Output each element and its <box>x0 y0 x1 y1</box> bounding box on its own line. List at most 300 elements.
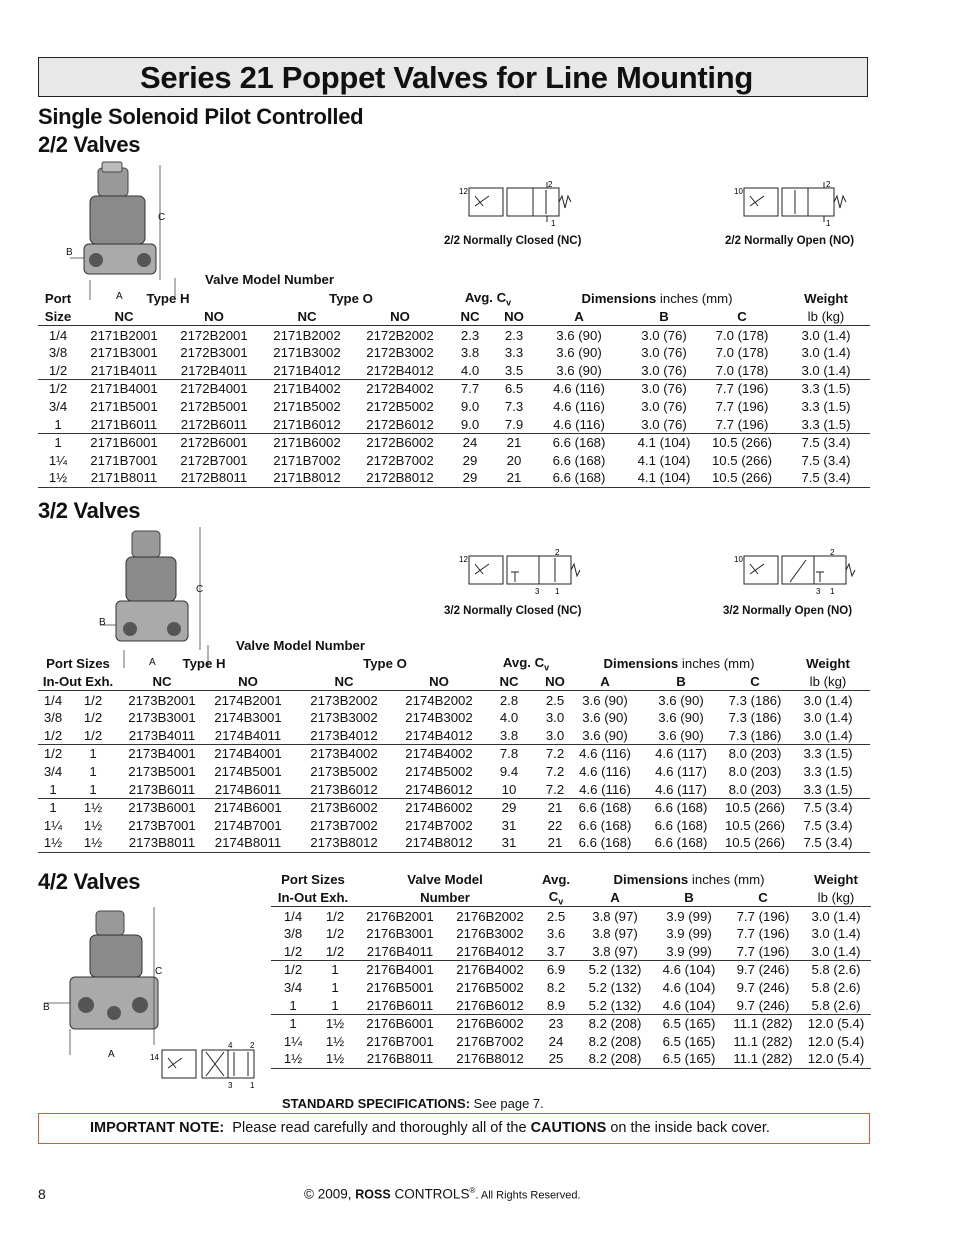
table-row <box>271 942 871 960</box>
table-header-row <box>271 889 871 907</box>
table-cell: 2.5 <box>546 908 566 924</box>
table-cell: 29 <box>444 469 496 487</box>
dim-label-b: B <box>66 247 73 258</box>
table-cell: 7.7 (196) <box>736 926 790 942</box>
table-cell: 2171B7002 <box>273 452 341 468</box>
table-cell: 2176B7002 <box>456 1033 524 1049</box>
table-cell: 4.0 <box>460 362 480 378</box>
table-cell: 2176B2002 <box>456 908 524 924</box>
table-cell: 1½ <box>315 1050 355 1068</box>
col-header: Type O <box>363 656 407 672</box>
table-cell: 12.0 (5.4) <box>801 1050 871 1068</box>
table-cell: 7.5 (3.4) <box>786 834 870 852</box>
col-header: Dimensions inches (mm) <box>613 872 765 888</box>
table-cell: 2171B3002 <box>273 345 341 361</box>
table-cell: 8.2 (208) <box>577 1014 653 1032</box>
table-cell: 8.9 <box>546 997 566 1013</box>
table-cell: 1½ <box>271 1050 315 1068</box>
table-cell: 3.9 (99) <box>666 926 712 942</box>
table-cell: 2172B3001 <box>180 345 248 361</box>
important-note-label: IMPORTANT NOTE: <box>90 1120 225 1136</box>
table-cell: 21 <box>496 433 532 451</box>
symbol-3-2-no <box>730 548 860 596</box>
table-cell: 1 <box>89 763 97 779</box>
table-cell: 2174B6012 <box>405 781 473 797</box>
col-header: A <box>577 889 653 907</box>
table-cell: 2174B6001 <box>206 798 290 816</box>
port-label: 10 <box>734 555 743 564</box>
port-label: 3 <box>228 1081 233 1090</box>
table-cell: 7.0 (178) <box>715 345 769 361</box>
port-label: 10 <box>734 187 743 196</box>
table-cell: 7.9 <box>504 416 524 432</box>
table-cell: 7.5 (3.4) <box>782 433 870 451</box>
table-cell: 3/8 <box>283 926 303 942</box>
col-header: Weight <box>804 291 848 307</box>
table-row <box>271 1032 871 1050</box>
table-cell: 2174B5001 <box>214 763 282 779</box>
table-row <box>38 745 870 763</box>
table-cell: 29 <box>462 452 478 468</box>
table-cell: 2.5 <box>545 692 565 708</box>
table-cell: 6.6 (168) <box>532 469 626 487</box>
table-cell: 2176B8011 <box>355 1050 445 1068</box>
table-body-4-2 <box>271 907 871 1068</box>
table-cell: 1/2 <box>43 727 63 743</box>
port-label: 1 <box>250 1081 255 1090</box>
table-cell: 2173B4011 <box>128 727 196 743</box>
col-header: Weight <box>814 872 858 888</box>
port-label: 12 <box>459 555 468 564</box>
table-cell: 3.0 (1.4) <box>803 692 853 708</box>
table-cell: 3.0 (1.4) <box>803 727 853 743</box>
table-cell: 10.5 (266) <box>702 469 782 487</box>
table-cell: 10 <box>501 781 517 797</box>
table-cell: 7.5 (3.4) <box>782 469 870 487</box>
table-row <box>38 816 870 834</box>
table-cell: 1 <box>289 997 297 1013</box>
table-cell: 2172B7002 <box>366 452 434 468</box>
table-cell: 1 <box>49 781 57 797</box>
table-cell: 2174B4012 <box>405 727 473 743</box>
table-cell: 2174B3001 <box>214 710 282 726</box>
dim-label-c: C <box>196 584 204 595</box>
table-cell: 4.6 (116) <box>532 380 626 398</box>
table-cell: 9.7 (246) <box>736 979 790 995</box>
table-cell: 1½ <box>38 469 78 487</box>
table-cell: 2.3 <box>504 327 524 343</box>
table-cell: 5.8 (2.6) <box>811 997 861 1013</box>
table-cell: 3.0 (76) <box>641 416 687 432</box>
port-label: 12 <box>459 187 468 196</box>
table-cell: 1/2 <box>83 727 103 743</box>
col-header: A <box>572 673 638 691</box>
standard-specs-label: STANDARD SPECIFICATIONS: <box>282 1096 471 1111</box>
col-header: NO <box>170 308 258 326</box>
table-cell: 10.5 (266) <box>702 433 782 451</box>
table-cell: 5.8 (2.6) <box>811 979 861 995</box>
table-cell: 2174B7001 <box>214 817 282 833</box>
table-cell: 2174B5002 <box>405 763 473 779</box>
brand-logo: ROSS <box>355 1187 391 1202</box>
table-cell: 1 <box>271 1014 315 1032</box>
table-cell: 2172B4002 <box>356 380 444 398</box>
dim-label-c: C <box>158 212 166 223</box>
table-cell: 10.5 (266) <box>724 835 786 851</box>
table-cell: 2174B6011 <box>214 781 282 797</box>
port-label: 2 <box>548 180 553 189</box>
table-header-row <box>38 290 870 308</box>
table-cell: 7.2 <box>545 781 565 797</box>
table-cell: 3.6 (90) <box>556 345 602 361</box>
table-cell: 2174B3002 <box>405 710 473 726</box>
col-header: B <box>626 308 702 326</box>
table-cell: 1¼ <box>43 817 63 833</box>
table-cell: 12.0 (5.4) <box>801 1014 871 1032</box>
table-header-row <box>38 655 870 673</box>
table-cell: 4.6 (104) <box>662 997 716 1013</box>
table-cell: 2173B6011 <box>128 781 196 797</box>
table-row <box>38 798 870 816</box>
port-label: 1 <box>830 587 835 596</box>
table-cell: 9.7 (246) <box>725 961 801 979</box>
table-cell: 8.2 (208) <box>588 1033 642 1049</box>
col-header: Avg. <box>541 872 571 888</box>
table-cell: 3.5 <box>504 362 524 378</box>
table-cell: 2171B6011 <box>90 416 158 432</box>
table-cell: 3.0 (76) <box>641 398 687 414</box>
table-cell: 2171B4012 <box>273 362 341 378</box>
table-cell: 7.7 <box>444 380 496 398</box>
col-header: NC <box>258 308 356 326</box>
table-row <box>38 469 870 487</box>
symbol-3-2-nc <box>455 548 585 596</box>
table-cell: 2171B4002 <box>258 380 356 398</box>
table-cell: 4.6 (116) <box>579 763 631 779</box>
standard-specs-link-text: See page 7. <box>470 1096 544 1111</box>
col-header: lb (kg) <box>786 673 870 691</box>
symbol-2-2-no <box>730 180 850 228</box>
dim-label-b: B <box>43 1002 50 1013</box>
group-header-3-2: Valve Model Number <box>236 638 365 653</box>
table-row <box>38 433 870 451</box>
col-header: Type H <box>182 656 226 672</box>
table-cell: 1/4 <box>43 692 63 708</box>
table-row <box>38 398 870 416</box>
col-header: Type H <box>146 291 190 307</box>
port-label: 2 <box>555 548 560 557</box>
table-row <box>38 691 870 709</box>
table-cell: 2174B4002 <box>398 745 480 763</box>
table-cell: 5.2 (132) <box>588 997 642 1013</box>
table-cell: 3.6 (90) <box>556 327 602 343</box>
table-cell: 6.6 (168) <box>552 452 606 468</box>
table-cell: 2.8 <box>499 692 519 708</box>
table-cell: 2176B3001 <box>366 926 434 942</box>
table-cell: 2174B8011 <box>206 834 290 852</box>
table-cell: 6.6 (168) <box>532 433 626 451</box>
table-cell: 7.0 (178) <box>715 362 769 378</box>
table-cell: 2172B4012 <box>366 362 434 378</box>
col-header: Dimensions inches (mm) <box>581 291 733 307</box>
table-cell: 7.7 (196) <box>715 416 769 432</box>
table-cell: 2174B8012 <box>398 834 480 852</box>
table-cell: 6.6 (168) <box>578 817 632 833</box>
table-cell: 3.0 (1.4) <box>803 710 853 726</box>
important-note-box <box>38 1113 870 1144</box>
port-label: 3 <box>816 587 821 596</box>
table-cell: 1¼ <box>283 1033 303 1049</box>
table-cell: 4.6 (117) <box>638 745 724 763</box>
table-row <box>38 380 870 398</box>
table-cell: 2171B7001 <box>90 452 158 468</box>
col-header: In-Out Exh. <box>38 673 118 691</box>
table-cell: 3.0 (76) <box>626 380 702 398</box>
table-cell: 1½ <box>315 1014 355 1032</box>
table-cell: 3.0 <box>545 710 565 726</box>
col-header: Avg. $C_v$ <box>464 290 512 308</box>
table-cell: 3.3 (1.5) <box>786 745 870 763</box>
table-cell: 2172B8011 <box>170 469 258 487</box>
col-header: NO <box>538 673 572 691</box>
table-cell: 7.3 (186) <box>728 692 782 708</box>
table-cell: 2171B8012 <box>258 469 356 487</box>
table-cell: 2173B3002 <box>310 710 378 726</box>
table-cell: 2172B6001 <box>170 433 258 451</box>
table-cell: 2176B5001 <box>366 979 434 995</box>
table-cell: 6.9 <box>535 961 577 979</box>
table-cell: 3.6 (90) <box>582 727 628 743</box>
table-cell: 4.6 (117) <box>655 763 707 779</box>
table-body-3-2 <box>38 691 870 852</box>
table-cell: 2172B4001 <box>170 380 258 398</box>
col-header: NC <box>480 673 538 691</box>
table-cell: 2171B5002 <box>273 398 341 414</box>
table-cell: 4.0 <box>499 710 519 726</box>
table-row <box>38 361 870 379</box>
table-cell: 2173B6001 <box>118 798 206 816</box>
table-cell: 1/2 <box>325 943 345 959</box>
table-cell: 29 <box>480 798 538 816</box>
table-row <box>271 907 871 925</box>
table-body-2-2 <box>38 326 870 487</box>
table-cell: 3.7 <box>546 943 566 959</box>
col-header: lb (kg) <box>801 889 871 907</box>
col-header: C <box>724 673 786 691</box>
section-heading-2-2: 2/2 Valves <box>38 132 141 157</box>
table-cell: 1/2 <box>325 926 345 942</box>
table-cell: 7.3 <box>504 398 524 414</box>
important-note: IMPORTANT NOTE: Please read carefully and thoroughly all of the CAUTIONS on the inside back cover. <box>90 1120 770 1136</box>
table-cell: 2173B2002 <box>310 692 378 708</box>
table-cell: 1 <box>331 997 339 1013</box>
table-cell: 4.1 (104) <box>626 433 702 451</box>
table-cell: 7.3 (186) <box>728 727 782 743</box>
col-header: NO <box>496 308 532 326</box>
table-cell: 2176B6012 <box>456 997 524 1013</box>
table-cell: 6.5 (165) <box>653 1014 725 1032</box>
table-cell: 6.6 (168) <box>638 834 724 852</box>
table-cell: 10.5 (266) <box>711 452 773 468</box>
table-cell: 24 <box>444 433 496 451</box>
table-cell: 7.2 <box>545 763 565 779</box>
table-cell: 2176B6011 <box>366 997 434 1013</box>
table-cell: 12.0 (5.4) <box>807 1033 865 1049</box>
col-header: NO <box>206 673 290 691</box>
table-cell: 6.5 (165) <box>653 1050 725 1068</box>
table-cell: 4.6 (116) <box>572 745 638 763</box>
table-cell: 8.0 (203) <box>724 745 786 763</box>
footer-copyright: © 2009, ROSS CONTROLS®. All Rights Reserved. <box>304 1186 581 1202</box>
table-cell: 2172B6011 <box>180 416 248 432</box>
table-cell: 2173B8011 <box>118 834 206 852</box>
table-cell: 10.5 (266) <box>724 817 786 833</box>
col-header: NC <box>290 673 398 691</box>
table-cell: 2173B5002 <box>310 763 378 779</box>
table-cell: 3.6 (90) <box>658 692 704 708</box>
table-cell: 4.6 (116) <box>553 416 605 432</box>
col-header: Type O <box>329 291 373 307</box>
table-cell: 2173B4012 <box>310 727 378 743</box>
table-cell: 2173B8012 <box>290 834 398 852</box>
table-cell: 3.3 (1.5) <box>803 763 853 779</box>
table-cell: 2171B6002 <box>258 433 356 451</box>
table-cell: 2176B3002 <box>456 926 524 942</box>
port-label: 1 <box>826 219 831 228</box>
col-header: In-Out Exh. <box>271 889 355 907</box>
table-cell: 2174B4001 <box>206 745 290 763</box>
table-cell: 2171B2001 <box>90 327 158 343</box>
table-3-2 <box>38 655 870 853</box>
table-cell: 9.0 <box>460 416 480 432</box>
table-row <box>271 961 871 979</box>
table-cell: 9.4 <box>499 763 519 779</box>
table-cell: 3.6 (90) <box>658 710 704 726</box>
table-row <box>38 326 870 344</box>
table-cell: 2171B6001 <box>78 433 170 451</box>
table-cell: 2.3 <box>460 327 480 343</box>
group-header-2-2: Valve Model Number <box>205 272 334 287</box>
table-cell: 3.8 <box>499 727 519 743</box>
port-label: 2 <box>830 548 835 557</box>
table-cell: 3.0 (76) <box>641 327 687 343</box>
port-label: 1 <box>555 587 560 596</box>
table-cell: 3.9 (99) <box>666 943 712 959</box>
table-cell: 1 <box>68 745 118 763</box>
table-cell: 1/4 <box>48 327 68 343</box>
symbol-2-2-nc <box>455 180 575 228</box>
table-cell: 2176B6002 <box>445 1014 535 1032</box>
table-cell: 7.3 (186) <box>728 710 782 726</box>
dim-label-c: C <box>155 966 163 977</box>
port-label: 2 <box>250 1041 255 1050</box>
table-cell: 3.0 (1.4) <box>811 908 861 924</box>
table-cell: 1 <box>38 433 78 451</box>
table-cell: 2176B4002 <box>445 961 535 979</box>
table-cell: 6.5 <box>496 380 532 398</box>
page-subtitle: Single Solenoid Pilot Controlled <box>38 104 364 129</box>
table-cell: 20 <box>506 452 522 468</box>
table-cell: 7.7 (196) <box>736 943 790 959</box>
col-header: NO <box>356 308 444 326</box>
table-cell: 1/4 <box>283 908 303 924</box>
table-cell: 2173B7002 <box>310 817 378 833</box>
table-cell: 2171B4001 <box>78 380 170 398</box>
col-header: Port Sizes <box>281 872 345 888</box>
col-header: NC <box>444 308 496 326</box>
table-row <box>38 709 870 727</box>
table-cell: 1½ <box>68 798 118 816</box>
table-cell: 3.3 <box>504 345 524 361</box>
table-cell: 2172B6002 <box>356 433 444 451</box>
table-cell: 3.6 (90) <box>582 710 628 726</box>
table-cell: 7.7 (196) <box>715 398 769 414</box>
col-header: NO <box>398 673 480 691</box>
page-number: 8 <box>38 1186 46 1202</box>
table-cell: 2176B4012 <box>456 943 524 959</box>
table-cell: 2173B6012 <box>310 781 378 797</box>
table-cell: 3.9 (99) <box>666 908 712 924</box>
col-header: Weight <box>806 656 850 672</box>
table-cell: 1/2 <box>283 943 303 959</box>
table-cell: 2172B3002 <box>366 345 434 361</box>
valve-photo-2-2 <box>60 160 180 305</box>
table-cell: 2171B6012 <box>273 416 341 432</box>
table-cell: 1/2 <box>325 908 345 924</box>
caption-3-2-nc: 3/2 Normally Closed (NC) <box>444 605 582 617</box>
table-cell: 7.5 (3.4) <box>786 798 870 816</box>
table-cell: 2172B5001 <box>180 398 248 414</box>
table-header-row <box>271 871 871 889</box>
table-cell: 1½ <box>38 834 68 852</box>
table-cell: 21 <box>496 469 532 487</box>
table-cell: 1/2 <box>38 380 78 398</box>
table-cell: 2171B2002 <box>273 327 341 343</box>
table-2-2 <box>38 290 870 488</box>
table-cell: 8.0 (203) <box>728 763 782 779</box>
col-header: $C_v$ <box>535 889 577 907</box>
page-title-box <box>38 57 868 97</box>
table-cell: 7.0 (178) <box>715 327 769 343</box>
table-cell: 3.0 (1.4) <box>811 926 861 942</box>
table-cell: 3.0 (1.4) <box>811 943 861 959</box>
table-cell: 3.0 (1.4) <box>801 345 851 361</box>
table-cell: 4.1 (104) <box>626 469 702 487</box>
col-header: Port <box>44 291 72 307</box>
table-cell: 1/2 <box>38 745 68 763</box>
table-cell: 24 <box>548 1033 564 1049</box>
table-cell: 6.6 (168) <box>638 798 724 816</box>
table-cell: 21 <box>538 798 572 816</box>
table-cell: 3.8 <box>460 345 480 361</box>
table-cell: 1½ <box>325 1033 345 1049</box>
table-cell: 3.3 (1.5) <box>801 398 851 414</box>
table-cell: 3.6 <box>546 926 566 942</box>
table-cell: 3.0 (1.4) <box>801 327 851 343</box>
valve-photo-3-2 <box>90 525 215 670</box>
table-cell: 3.0 <box>545 727 565 743</box>
table-cell: 3.6 (90) <box>556 362 602 378</box>
col-header: C <box>725 889 801 907</box>
table-cell: 7.7 (196) <box>736 908 790 924</box>
table-cell: 31 <box>501 817 517 833</box>
table-cell: 2176B2001 <box>366 908 434 924</box>
table-cell: 4.6 (116) <box>553 398 605 414</box>
table-cell: 2174B2001 <box>214 692 282 708</box>
table-cell: 3.0 (76) <box>641 362 687 378</box>
table-cell: 22 <box>547 817 563 833</box>
table-cell: 23 <box>535 1014 577 1032</box>
